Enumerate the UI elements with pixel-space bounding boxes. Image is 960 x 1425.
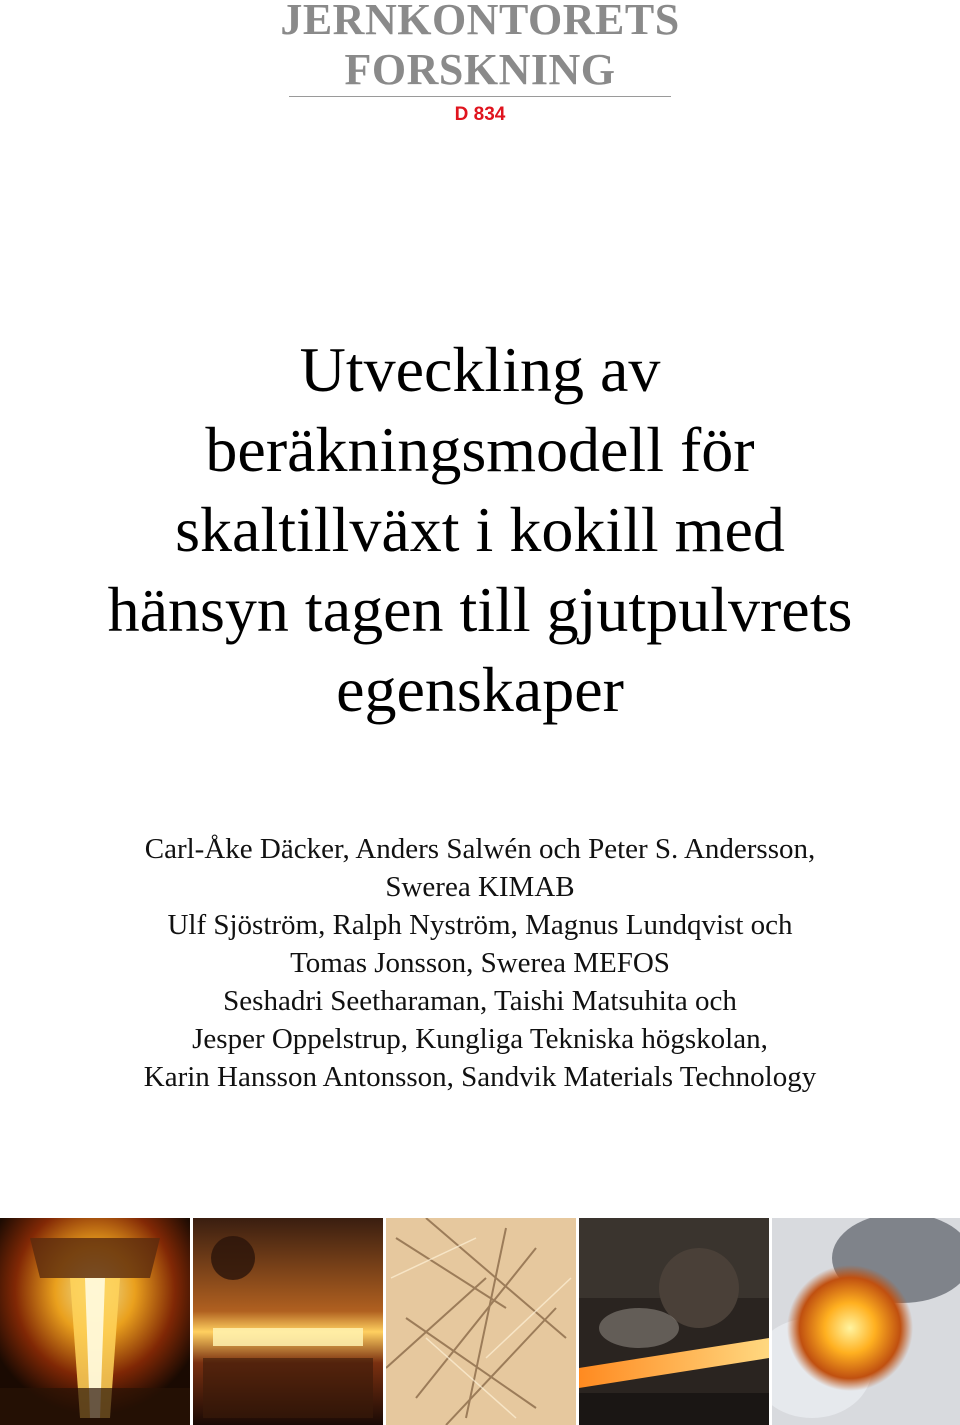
brand-name-line2: FORSKNING <box>344 45 616 94</box>
photo-molten-pour <box>0 1218 190 1425</box>
author-line: Seshadri Seetharaman, Taishi Matsuhita och <box>223 985 737 1017</box>
author-line: Jesper Oppelstrup, Kungliga Tekniska högskolan, <box>192 1023 768 1055</box>
author-line: Ulf Sjöström, Ralph Nyström, Magnus Lundqvist och <box>167 909 793 941</box>
brand-name-line1: JERNKONTORETS <box>280 0 680 44</box>
report-number: D 834 <box>454 104 506 125</box>
photo-fireball <box>772 1218 960 1425</box>
document-title <box>0 330 960 730</box>
title-line: beräkningsmodell för <box>205 414 755 485</box>
photo-microstructure <box>386 1218 576 1425</box>
title-line: Utveckling av <box>299 334 661 405</box>
title-line: skaltillväxt i kokill med <box>175 494 785 565</box>
title-line: egenskaper <box>336 654 624 725</box>
author-line: Karin Hansson Antonsson, Sandvik Materials Technology <box>143 1061 817 1093</box>
photo-hot-rolling <box>579 1218 769 1425</box>
author-line: Carl-Åke Däcker, Anders Salwén och Peter S. Andersson, <box>144 833 816 865</box>
brand-divider <box>289 96 671 97</box>
author-line: Tomas Jonsson, Swerea MEFOS <box>290 947 670 979</box>
photo-ladle <box>193 1218 383 1425</box>
photo-strip <box>0 1218 960 1425</box>
author-line: Swerea KIMAB <box>385 871 575 903</box>
title-line: hänsyn tagen till gjutpulvrets <box>107 574 853 645</box>
author-list <box>0 830 960 1096</box>
